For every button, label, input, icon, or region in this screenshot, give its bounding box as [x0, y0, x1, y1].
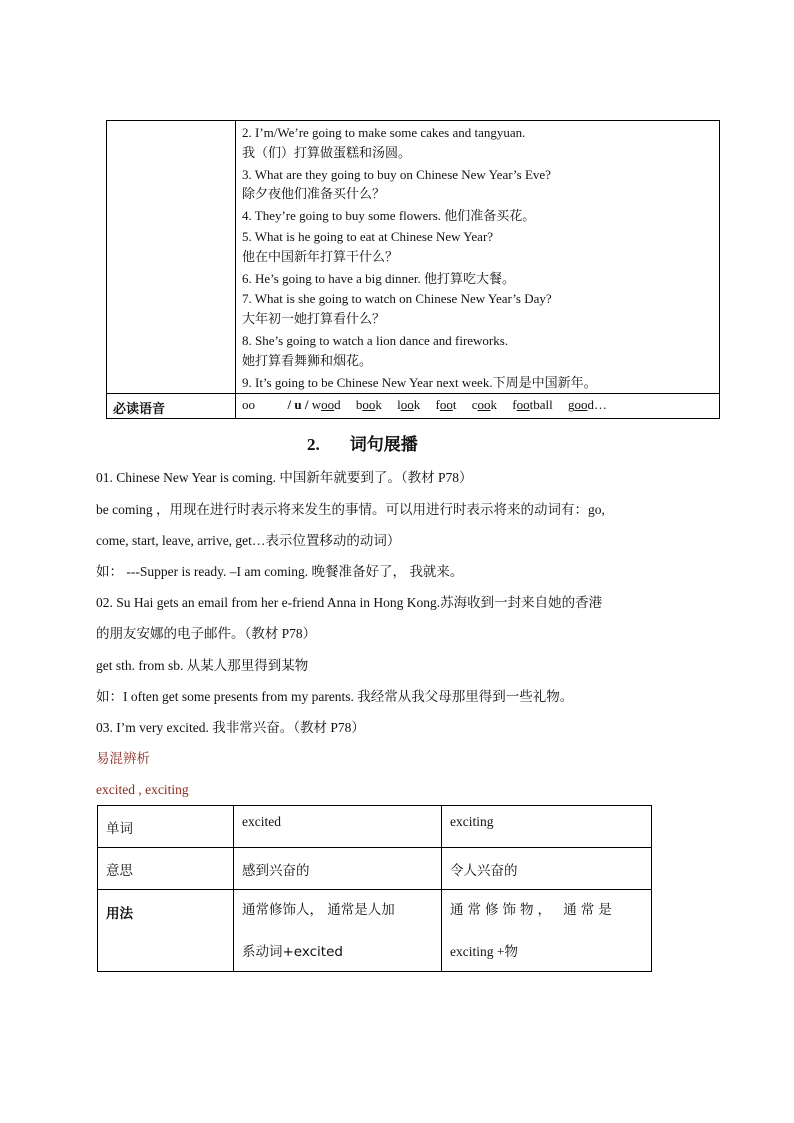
usage-line: 通常修饰人， 通常是人加 [242, 902, 395, 918]
sentence-table [106, 120, 720, 419]
table-row [98, 890, 652, 972]
usage-line: 系动词+excited [242, 944, 343, 960]
table-cell: 用法 [98, 890, 234, 972]
sentence-line: 2. I’m/We’re going to make some cakes and tangyuan. [242, 125, 526, 140]
sentence-table-content-cell [236, 121, 720, 394]
body-line: get sth. from sb. 从某人那里得到某物 [96, 658, 309, 673]
sentence-line: 他在中国新年打算干什么？ [242, 249, 399, 265]
phonics-label-cell [107, 394, 236, 419]
usage-line: 通常修饰物， 通常是 [450, 902, 616, 918]
sentence-line: 除夕夜他们准备买什么？ [242, 187, 386, 203]
table-cell: 令人兴奋的 [442, 848, 652, 890]
usage-line: exciting +物 [450, 944, 518, 959]
sentence-line: 5. What is he going to eat at Chinese New Year? [242, 228, 494, 244]
body-line: 01. Chinese New Year is coming. 中国新年就要到了。（教材 P78） [96, 470, 473, 485]
table-cell: 意思 [98, 848, 234, 890]
sentence-line: 4. They’re going to buy some flowers. 他们准备买花。 [242, 208, 536, 224]
body-line: 如： ---Supper is ready. –I am coming. 晚餐准备好了， 我就来。 [96, 564, 464, 579]
sentence-line: 大年初一她打算看什么？ [242, 312, 386, 328]
table-cell: excited [234, 806, 442, 848]
sentence-list [236, 121, 719, 393]
body-line: 的朋友安娜的电子邮件。（教材 P78） [96, 626, 317, 641]
sentence-line: 她打算看舞狮和烟花。 [242, 353, 373, 369]
table-cell [442, 890, 652, 972]
phonics-symbol: / u / [287, 397, 309, 413]
phonics-label: 必读语音 [113, 402, 166, 418]
body-line: 02. Su Hai gets an email from her e-friend Anna in Hong Kong.苏海收到一封来自她的香港 [96, 595, 603, 610]
section-number: 2. [307, 435, 320, 454]
table-cell [234, 890, 442, 972]
sentence-table-label-cell [107, 121, 236, 394]
word-pair: excited , exciting [96, 782, 189, 797]
table-cell: 单词 [98, 806, 234, 848]
table-row [98, 848, 652, 890]
table-cell: exciting [442, 806, 652, 848]
comparison-table [97, 805, 652, 972]
body-line: be coming ，用现在进行时表示将来发生的事情。可以用进行时表示将来的动词有：go, [96, 502, 605, 517]
subheading-confusion: 易混辨析 [96, 751, 150, 767]
sentence-line: 7. What is she going to watch on Chinese New Year’s Day? [242, 291, 552, 307]
body-line: 如：I often get some presents from my parents. 我经常从我父母那里得到一些礼物。 [96, 689, 574, 704]
body-line: come, start, leave, arrive, get…表示位置移动的动词） [96, 533, 401, 548]
phonics-words: oo / u / wood book look foot cook football good… [242, 397, 607, 413]
phonics-prefix: oo [242, 397, 255, 413]
sentence-line: 6. He’s going to have a big dinner. 他打算吃大餐。 [242, 270, 515, 286]
sentence-line: 8. She’s going to watch a lion dance and fireworks. [242, 332, 509, 348]
section-title: 词句展播 [349, 435, 418, 455]
table-cell: 感到兴奋的 [234, 848, 442, 890]
section-heading [307, 430, 418, 455]
phonics-cell [236, 394, 720, 419]
sentence-line: 9. It’s going to be Chinese New Year next week.下周是中国新年。 [242, 374, 597, 390]
body-line: 03. I’m very excited. 我非常兴奋。（教材 P78） [96, 720, 365, 735]
table-row [98, 806, 652, 848]
sentence-line: 我（们）打算做蛋糕和汤圆。 [242, 145, 412, 161]
sentence-line: 3. What are they going to buy on Chinese New Year’s Eve? [242, 166, 551, 182]
